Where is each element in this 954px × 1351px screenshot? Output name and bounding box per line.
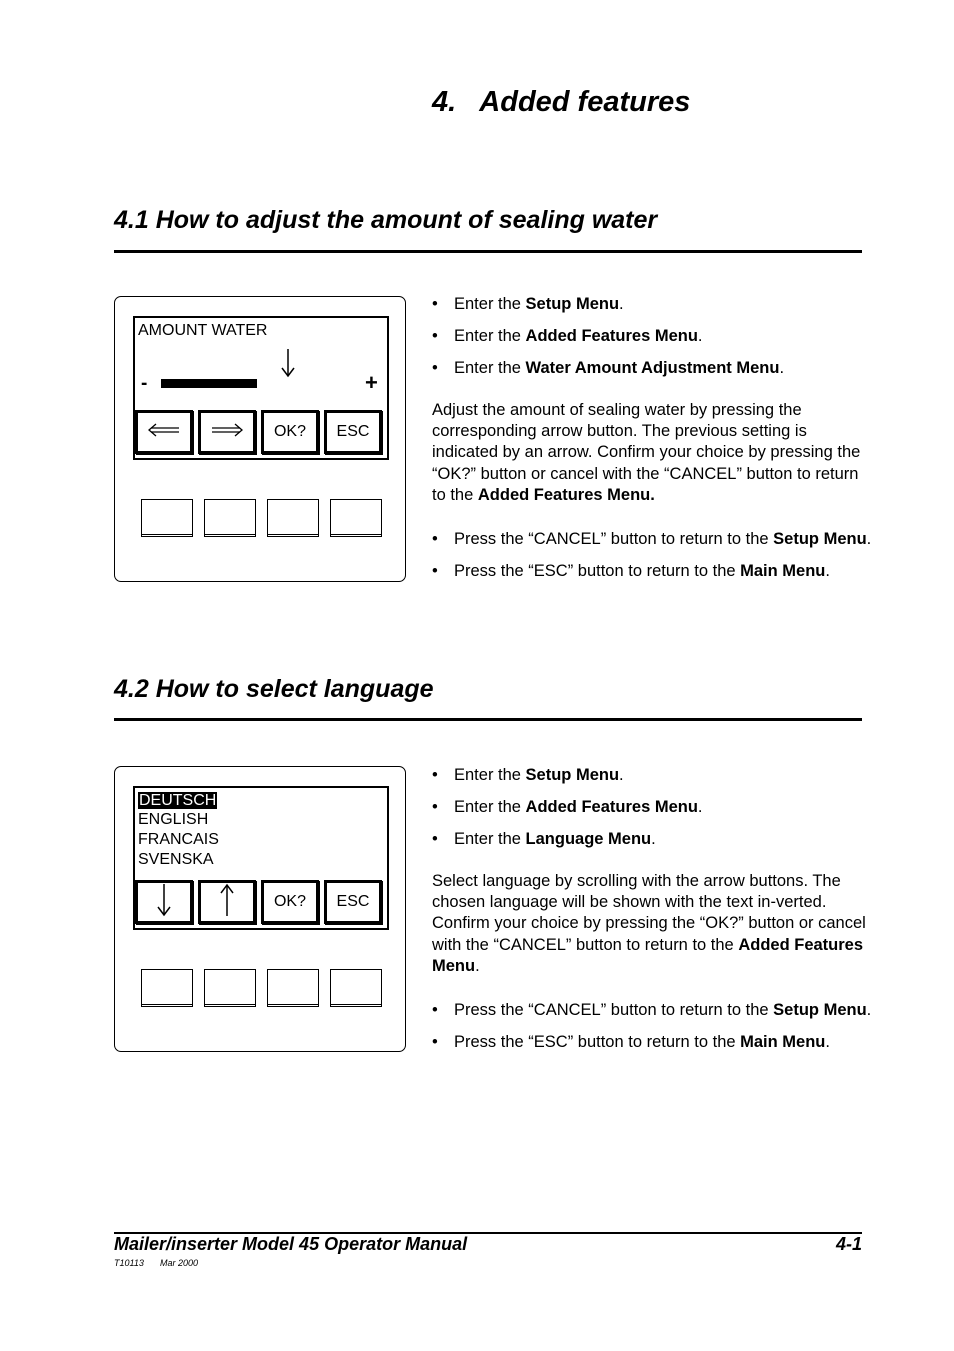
- list-item: • Enter the Added Features Menu.: [432, 325, 872, 347]
- softkey-esc[interactable]: ESC: [324, 880, 382, 924]
- softkey-esc[interactable]: ESC: [324, 410, 382, 454]
- list-item: • Press the “CANCEL” button to return to the Setup Menu.: [432, 999, 872, 1021]
- arrow-up-icon: [220, 883, 234, 922]
- chapter-title: 4. Added features: [432, 86, 691, 118]
- softkey-row: [135, 410, 387, 460]
- list-item: • Enter the Added Features Menu.: [432, 796, 872, 818]
- hardware-button-row: [141, 499, 385, 541]
- list-item: • Press the “ESC” button to return to the Main Menu.: [432, 560, 872, 582]
- hardware-button-2[interactable]: [204, 499, 256, 537]
- section-divider: [114, 250, 862, 253]
- list-item: • Enter the Water Amount Adjustment Menu.: [432, 357, 872, 379]
- steps-list: [432, 764, 872, 860]
- hardware-button-3[interactable]: [267, 499, 319, 537]
- list-item: • Enter the Setup Menu.: [432, 764, 872, 786]
- return-steps-list: [432, 999, 872, 1063]
- lcd-screen: [133, 786, 389, 930]
- softkey-down[interactable]: [135, 880, 193, 924]
- footer-title: Mailer/inserter Model 45 Operator Manual: [114, 1234, 468, 1254]
- softkey-row: [135, 880, 387, 930]
- arrow-right-icon: [210, 423, 244, 442]
- section-divider: [114, 718, 862, 721]
- document-date: Mar 2000: [160, 1258, 199, 1268]
- screen-label: AMOUNT WATER: [138, 322, 268, 339]
- hardware-button-1[interactable]: [141, 499, 193, 537]
- list-item: • Enter the Language Menu.: [432, 828, 872, 850]
- arrow-down-icon: [281, 348, 295, 383]
- list-item: • Enter the Setup Menu.: [432, 293, 872, 315]
- return-steps-list: [432, 528, 872, 592]
- list-item: • Press the “CANCEL” button to return to the Setup Menu.: [432, 528, 872, 550]
- section-title-language: 4.2 How to select language: [114, 675, 434, 703]
- instruction-paragraph: Adjust the amount of sealing water by pressing the corresponding arrow button. The previous setting is indicated by an arrow. Confirm your choice by pressing the “OK?” button or cancel with the “CANCEL” button to return to the Added Features Menu.: [432, 401, 861, 504]
- language-option: ENGLISH: [138, 811, 209, 828]
- hardware-button-4[interactable]: [330, 969, 382, 1007]
- arrow-left-icon: [147, 423, 181, 442]
- softkey-up[interactable]: [198, 880, 256, 924]
- minus-sign: -: [141, 373, 148, 394]
- language-option: FRANCAIS: [138, 831, 219, 848]
- language-option: SVENSKA: [138, 851, 214, 868]
- hardware-button-3[interactable]: [267, 969, 319, 1007]
- hardware-button-row: [141, 969, 385, 1011]
- softkey-ok[interactable]: OK?: [261, 410, 319, 454]
- page-number: 4-1: [835, 1234, 862, 1254]
- list-item: • Press the “ESC” button to return to the Main Menu.: [432, 1031, 872, 1053]
- document-id: T10113: [114, 1258, 144, 1268]
- lcd-screen: [133, 316, 389, 460]
- instruction-paragraph: Select language by scrolling with the arrow buttons. The chosen language will be shown with the text in-verted. Confirm your choice by pressing the “OK?” button or cancel with the “CANCEL” button to return to the Added Features Menu.: [432, 872, 866, 975]
- section-title-sealing-water: 4.1 How to adjust the amount of sealing water: [114, 206, 658, 234]
- softkey-ok[interactable]: OK?: [261, 880, 319, 924]
- softkey-left[interactable]: [135, 410, 193, 454]
- plus-sign: +: [365, 370, 378, 395]
- arrow-down-icon: [157, 883, 171, 922]
- softkey-right[interactable]: [198, 410, 256, 454]
- hardware-button-2[interactable]: [204, 969, 256, 1007]
- hardware-button-4[interactable]: [330, 499, 382, 537]
- language-option-selected: DEUTSCH: [139, 792, 217, 809]
- control-panel-illustration: [114, 766, 406, 1052]
- hardware-button-1[interactable]: [141, 969, 193, 1007]
- steps-list: [432, 293, 872, 389]
- control-panel-illustration: [114, 296, 406, 582]
- water-level-bar: [161, 379, 257, 388]
